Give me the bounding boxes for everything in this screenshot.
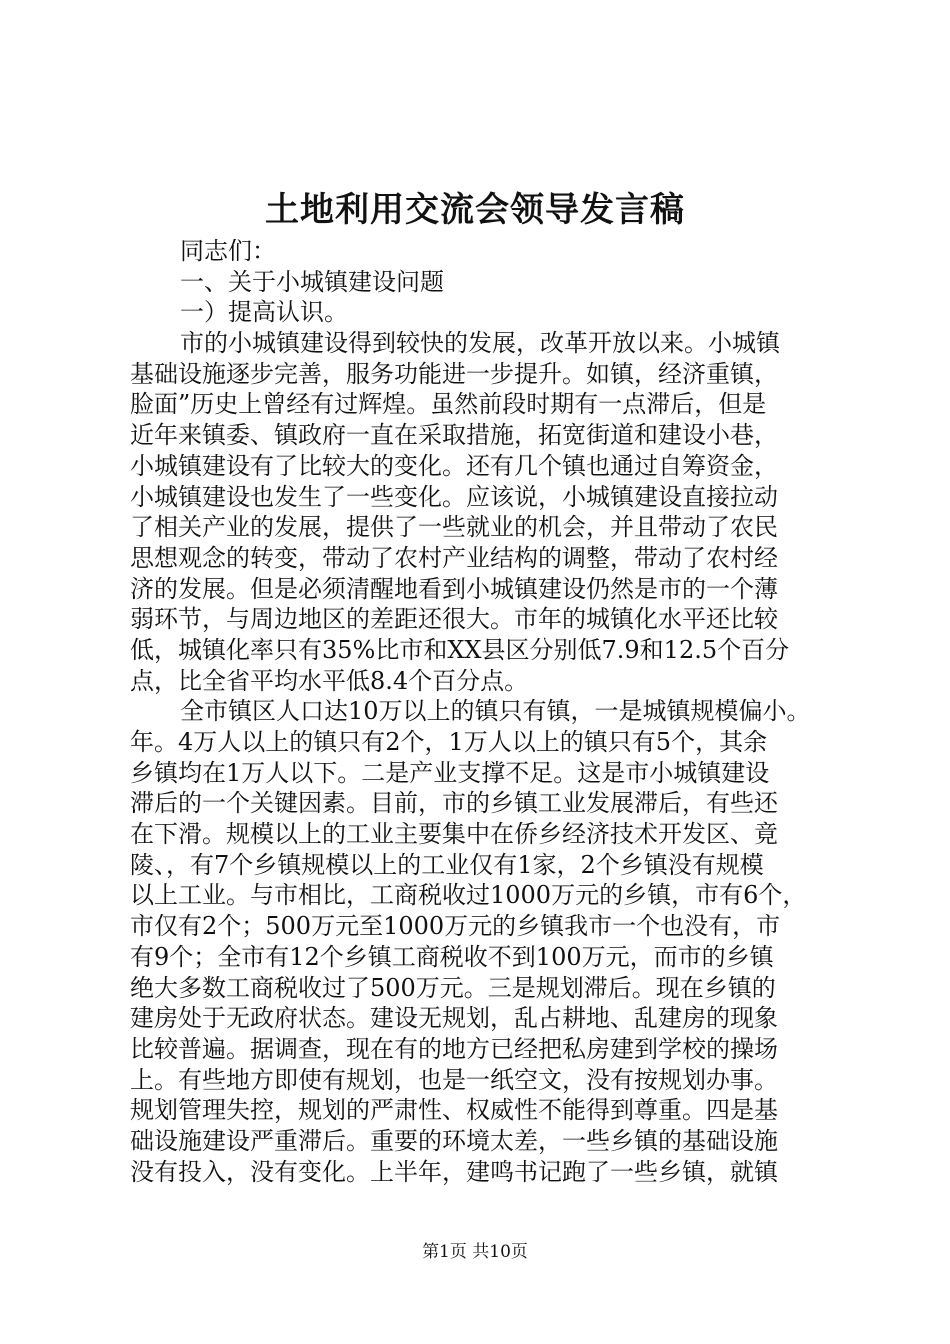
paragraph-line: 绝大多数工商税收过了500万元。三是规划滞后。现在乡镇的 (130, 973, 776, 1002)
greeting-line: 同志们： (180, 237, 276, 265)
paragraph-line: 以上工业。与市相比，工商税收过1000万元的乡镇，市有6个， (130, 881, 807, 910)
paragraph-line: 乡镇均在1万人以下。二是产业支撑不足。这是市小城镇建设 (130, 758, 770, 787)
paragraph-line: 年。4万人以上的镇只有2个，1万人以上的镇只有5个，其余 (130, 728, 768, 756)
paragraph-1 (130, 328, 830, 696)
paragraph-line: 了相关产业的发展，提供了一些就业的机会，并且带动了农民 (130, 513, 778, 542)
paragraph-line: 近年来镇委、镇政府一直在采取措施，拓宽街道和建设小巷， (130, 421, 778, 450)
paragraph-line: 小城镇建设也发生了一些变化。应该说，小城镇建设直接拉动 (130, 482, 778, 511)
paragraph-line: 有9个；全市有12个乡镇工商税收不到100万元，而市的乡镇 (130, 942, 774, 971)
paragraph-line: 市的小城镇建设得到较快的发展，改革开放以来。小城镇 (180, 329, 780, 358)
paragraph-line: 比较普遍。据调查，现在有的地方已经把私房建到学校的操场 (130, 1034, 778, 1063)
paragraph-line: 弱环节，与周边地区的差距还很大。市年的城镇化水平还比较 (130, 605, 778, 634)
page-footer: 第1页 共10页 (422, 1242, 528, 1262)
sub-heading: 一）提高认识。 (180, 298, 348, 327)
paragraph-line: 脸面”历史上曾经有过辉煌。虽然前段时期有一点滞后，但是 (130, 390, 767, 419)
paragraph-line: 济的发展。但是必须清醒地看到小城镇建设仍然是市的一个薄 (130, 574, 778, 603)
paragraph-line: 基础设施逐步完善，服务功能进一步提升。如镇，经济重镇， (130, 359, 778, 388)
paragraph-line: 低，城镇化率只有35%比市和XX县区分别低7.9和12.5个百分 (130, 635, 790, 664)
paragraph-line: 滞后的一个关键因素。目前，市的乡镇工业发展滞后，有些还 (130, 789, 778, 818)
paragraph-line: 陵、，有7个乡镇规模以上的工业仅有1家，2个乡镇没有规模 (130, 850, 764, 879)
paragraph-line: 上。有些地方即使有规划，也是一纸空文，没有按规划办事。 (130, 1065, 778, 1094)
document-title: 土地利用交流会领导发言稿 (265, 190, 685, 230)
paragraph-line: 思想观念的转变，带动了农村产业结构的调整，带动了农村经 (130, 543, 778, 572)
paragraph-2 (130, 696, 830, 1187)
section-heading: 一、关于小城镇建设问题 (180, 267, 444, 296)
document-body (130, 236, 830, 1187)
paragraph-line: 小城镇建设有了比较大的变化。还有几个镇也通过自筹资金， (130, 451, 778, 480)
paragraph-line: 全市镇区人口达10万以上的镇只有镇，一是城镇规模偏小。 (180, 697, 811, 726)
paragraph-line: 建房处于无政府状态。建设无规划，乱占耕地、乱建房的现象 (130, 1004, 778, 1033)
paragraph-line: 点，比全省平均水平低8.4个百分点。 (130, 666, 529, 695)
paragraph-line: 规划管理失控，规划的严肃性、权威性不能得到尊重。四是基 (130, 1096, 778, 1125)
paragraph-line: 础设施建设严重滞后。重要的环境太差，一些乡镇的基础设施 (130, 1126, 778, 1155)
paragraph-line: 在下滑。规模以上的工业主要集中在侨乡经济技术开发区、竟 (130, 820, 778, 849)
paragraph-line: 市仅有2个；500万元至1000万元的乡镇我市一个也没有，市 (130, 912, 781, 941)
paragraph-line: 没有投入，没有变化。上半年，建鸣书记跑了一些乡镇，就镇 (130, 1157, 778, 1186)
